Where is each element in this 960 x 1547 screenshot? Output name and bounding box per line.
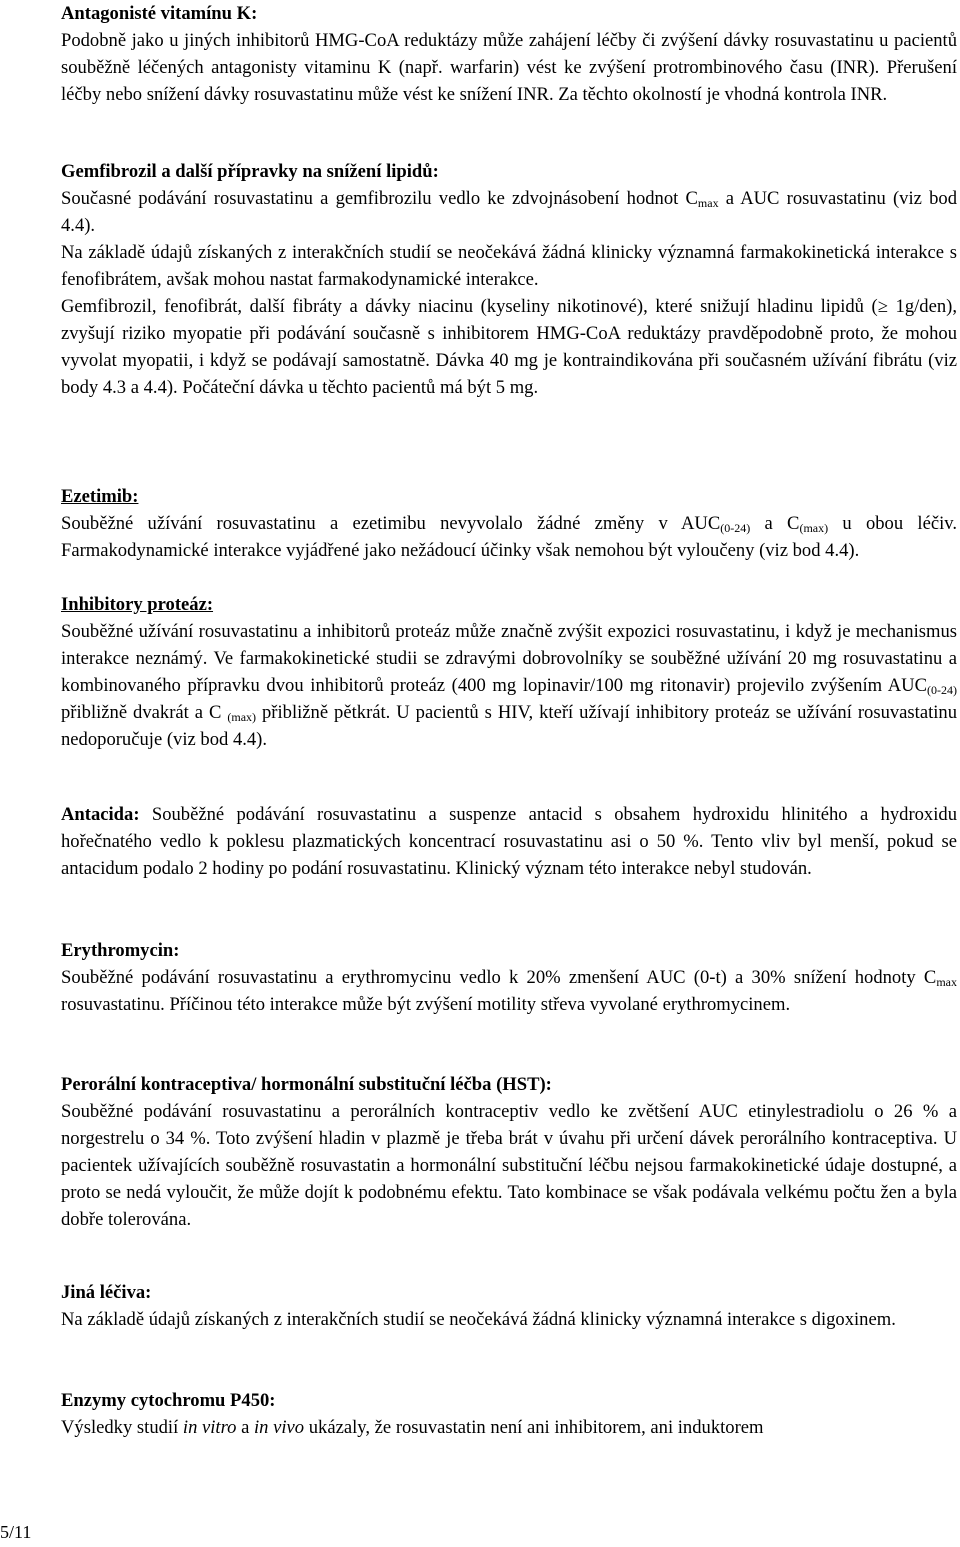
section-heading: Erythromycin: (61, 940, 180, 961)
section-ezetimibe (61, 483, 957, 564)
section-heading: Perorální kontraceptiva/ hormonální substituční léčba (HST): (61, 1074, 552, 1095)
section-paragraph: Podobně jako u jiných inhibitorů HMG-CoA reduktázy může zahájení léčby či zvýšení dávky rosuvastatinu u pacientů souběžně léčených antagonisty vitaminu K (např. warfarin) vést ke zvýšení protrombinového času (INR). Přerušení léčby nebo snížení dávky rosuvastatinu může vést ke snížení INR. Za těchto okolností je vhodná kontrola INR. (61, 30, 957, 105)
section-antacids (61, 801, 957, 882)
section-cytochrome-p450 (61, 1387, 957, 1441)
section-paragraph: Výsledky studií in vitro a in vivo ukázaly, že rosuvastatin není ani inhibitorem, ani induktorem (61, 1417, 764, 1438)
page-number: 5/11 (0, 1522, 32, 1542)
section-paragraph: Na základě údajů získaných z interakčních studií se neočekává žádná klinicky významná farmakokinetická interakce s fenofibrátem, avšak mohou nastat farmakodynamické interakce. (61, 242, 957, 290)
section-heading: Antacida: (61, 804, 140, 825)
section-heading: Inhibitory proteáz: (61, 594, 214, 615)
section-paragraph: Na základě údajů získaných z interakčních studií se neočekává žádná klinicky významná interakce s digoxinem. (61, 1309, 896, 1330)
section-heading: Antagonisté vitamínu K: (61, 3, 258, 24)
section-heading: Enzymy cytochromu P450: (61, 1390, 276, 1411)
section-paragraph: Souběžné podávání rosuvastatinu a perorálních kontraceptiv vedlo ke zvětšení AUC etinylestradiolu o 26 % a norgestrelu o 34 %. Toto zvýšení hladin v plazmě je třeba brát v úvahu při určení dávek perorálního kontraceptiva. U pacientek užívajících souběžně rosuvastatin a hormonální substituční léčbu nejsou farmakokinetické údaje dostupné, a proto se nedá vyloučit, že může dojít k podobnému efektu. Tato kombinace se však podávala velkému počtu žen a byla dobře tolerována. (61, 1101, 957, 1230)
section-paragraph: Gemfibrozil, fenofibrát, další fibráty a dávky niacinu (kyseliny nikotinové), které snižují hladinu lipidů (≥ 1g/den), zvyšují riziko myopatie při podávání současně s inhibitorem HMG-CoA reduktázy pravděpodobně proto, že mohou vyvolat myopatii, i když se podávají samostatně. Dávka 40 mg je kontraindikována při současném užívání fibrátu (viz body 4.3 a 4.4). Počáteční dávka u těchto pacientů má být 5 mg. (61, 296, 957, 398)
section-heading: Ezetimib: (61, 486, 139, 507)
section-heading: Jiná léčiva: (61, 1282, 152, 1303)
section-paragraph: Současné podávání rosuvastatinu a gemfibrozilu vedlo ke zdvojnásobení hodnot $C_{max}$ a AUC rosuvastatinu (viz bod 4.4). (61, 188, 957, 236)
section-gemfibrozil (61, 158, 957, 401)
section-paragraph: Antacida: Souběžné podávání rosuvastatinu a suspenze antacid s obsahem hydroxidu hlinitého a hydroxidu hořečnatého vedlo k poklesu plazmatických koncentrací rosuvastatinu asi o 50 %. Tento vliv byl menší, pokud se antacidum podalo 2 hodiny po podání rosuvastatinu. Klinický význam této interakce nebyl studován. (61, 804, 957, 879)
section-paragraph: Souběžné užívání rosuvastatinu a inhibitorů proteáz může značně zvýšit expozici rosuvastatinu, i když je mechanismus interakce neznámý. Ve farmakokinetické studii se zdravými dobrovolníky se souběžné užívání 20 mg rosuvastatinu a kombinovaného přípravku dvou inhibitorů proteáz (400 mg lopinavir/100 mg ritonavir) projevilo zvýšením $AUC_{(0-24)}$ přibližně dvakrát a C $_{(max)}$ přibližně pětkrát. U pacientů s HIV, kteří užívají inhibitory proteáz se užívání rosuvastatinu nedoporučuje (viz bod 4.4). (61, 621, 957, 750)
greater-equal-symbol: ≥ (877, 296, 888, 317)
section-other-drugs (61, 1279, 957, 1333)
section-oral-contraceptives (61, 1071, 957, 1233)
section-vitamin-k-antagonists (61, 0, 957, 108)
section-paragraph: Souběžné podávání rosuvastatinu a erythromycinu vedlo k 20% zmenšení AUC (0-t) a 30% snížení hodnoty $C_{max}$ rosuvastatinu. Příčinou této interakce může být zvýšení motility střeva vyvolané erythromycinem. (61, 967, 957, 1015)
section-protease-inhibitors (61, 591, 957, 753)
section-erythromycin (61, 937, 957, 1018)
section-paragraph: Souběžné užívání rosuvastatinu a ezetimibu nevyvolalo žádné změny v $AUC_{(0-24)}$ a $C_{(max)}$ u obou léčiv. Farmakodynamické interakce vyjádřené jako nežádoucí účinky však nemohou být vyloučeny (viz bod 4.4). (61, 513, 957, 561)
section-heading: Gemfibrozil a další přípravky na snížení lipidů: (61, 161, 439, 182)
